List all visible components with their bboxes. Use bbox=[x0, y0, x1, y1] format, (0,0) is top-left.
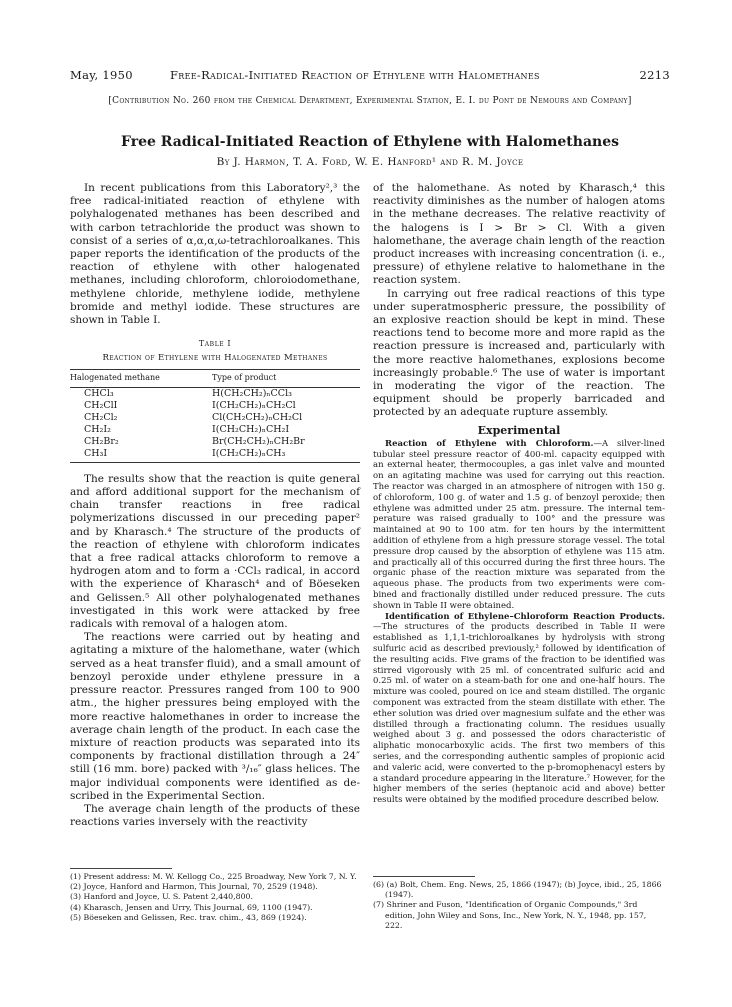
footnote: (2) Joyce, Hanford and Harmon, This Journal, 70, 2529 (1948). bbox=[70, 882, 318, 892]
table-row bbox=[70, 400, 360, 412]
table-header: Type of product bbox=[212, 369, 360, 387]
running-title: Free-Radical-Initiated Reaction of Ethylene with Halomethanes bbox=[170, 68, 540, 82]
footnote-rule bbox=[373, 876, 475, 877]
table-cell: CH₃I bbox=[70, 448, 212, 463]
table-cell: CH₂Br₂ bbox=[84, 435, 119, 447]
paragraph-body: —A silver-lined tubular steel pressure reactor of 400-ml. capacity equipped with an external heater, thermocouples, a gas inlet valve and mounted on an agitating machine was used for carrying out this reaction. The reactor was charged in an atmosphere of nitrogen with 150 g. of chloroform, 100 g. of water and 1.5 g. of benzoyl peroxide; then ethylene was admitted under 25 atm. pressure. The internal temperature was raised gradually to 100° and the pressure was maintained at 90 to 100 atm. for ten hours by the intermittent addition of ethylene from a high pressure storage vessel. The total pressure drop caused by the absorption of ethylene was 115 atm. and practically all of this occurred during the first three hours. The organic phase of the reaction mixture was separated from the aqueous phase. The products from two experiments were combined and fractionally distilled under reduced pressure. The cuts shown in Table II were obtained. bbox=[373, 438, 665, 611]
table-row bbox=[70, 412, 360, 424]
footnote: (6) (a) Bolt, Chem. Eng. News, 25, 1866 (1947); (b) Joyce, ibid., 25, 1866 (1947). bbox=[373, 880, 662, 900]
issue-date: May, 1950 bbox=[70, 68, 133, 82]
table-row bbox=[70, 448, 360, 463]
table-row bbox=[70, 424, 360, 436]
table-row bbox=[70, 387, 360, 400]
intro-paragraph: In recent publications from this Laboratory²,³ the free radical-initiated reaction of ethylene with polyhalogenated methanes has been described and with carbon tetrachloride the product was shown to consist of a series of α,α,α,ω-tetrachloroalkanes. This paper reports the identification of the products of the reaction of ethylene with other halogenated methanes, including chloroform, chloroiodomethane, methylene chloride, methylene iodide, methylene bromide and methyl iodide. These structures are shown in Table I. bbox=[70, 182, 360, 327]
table-1 bbox=[70, 369, 360, 463]
author-line: By J. Harmon, T. A. Ford, W. E. Hanford¹ and R. M. Joyce bbox=[216, 156, 524, 168]
footnote: (7) Shriner and Fuson, "Identification of Organic Compounds," 3rd edition, John Wiley and Sons, Inc., New York, N. Y., 1948, pp. 157, 222. bbox=[373, 900, 647, 930]
footnote-rule bbox=[70, 868, 172, 869]
left-column bbox=[70, 182, 360, 829]
table-cell: I(CH₂CH₂)ₙCH₂I bbox=[212, 423, 290, 435]
experimental-paragraph bbox=[373, 439, 665, 612]
contribution-note: [Contribution No. 260 from the Chemical Department, Experimental Station, E. I. du Pont de Nemours and Company] bbox=[108, 96, 632, 106]
table-header: Halogenated methane bbox=[70, 369, 212, 387]
experimental-section bbox=[373, 439, 665, 806]
page-number: 2213 bbox=[639, 68, 670, 82]
table-cell: H(CH₂CH₂)ₙCCl₃ bbox=[212, 387, 292, 399]
paragraph-body: —The structures of the products described in Table II were established as 1,1,1-trichloroalkanes by hydrolysis with strong sulfuric acid as described previously,² followed by identification of the resulting acids. Five grams of the fraction to be identified was stirred vigorously with 25 ml. of concentrated sulfuric acid and 0.25 ml. of water on a steam-bath for one and one-half hours. The mixture was cooled, poured on ice and steam distilled. The organic component was extracted from the steam distillate with ether. The ether solution was dried over magnesium sulfate and the ether was distilled through a fractionating column. The residues usually weighed about 3 g. and possessed the odors characteristic of aliphatic monocarboxylic acids. The first two members of this series, and the corresponding authentic samples of propionic acid and valeric acid, were converted to the p-bromophenacyl esters by a standard procedure appearing in the literature.⁷ However, for the higher members of the series (heptanoic acid and above) better results were obtained by the modified procedure described below. bbox=[373, 622, 665, 806]
results-paragraph: The results show that the reaction is quite general and afford additional support for the mechanism of chain transfer reactions in free radical polymerizations discussed in our preceding paper² and by Kharasch.⁴ The structure of the products of the reaction of ethylene with chloroform indicates that a free radical attacks chloroform to remove a hydrogen atom and to form a ·CCl₃ radical, in accord with the experience of Kharasch⁴ and of Böeseken and Gelissen.⁵ All other polyhalogenated methanes investigated in this work were attacked by free radicals with removal of a halogen atom. bbox=[70, 472, 360, 631]
table-title: Reaction of Ethylene with Halogenated Methanes bbox=[102, 353, 328, 364]
run-in-heading: Identification of Ethylene–Chloroform Reaction Products. bbox=[385, 611, 665, 622]
safety-paragraph: In carrying out free radical reactions of this type under superatmospheric pressure, the possibility of an explosive reaction should be kept in mind. These reactions tend to become more and more rapid as the reaction pressure is increased and, particularly with the more reactive halomethanes, explosions become increasingly probable.⁶ The use of water is important in moderating the vigor of the reaction. The equipment should be properly barricaded and protected by an adequate rupture assembly. bbox=[373, 287, 665, 419]
experimental-heading: Experimental bbox=[477, 423, 561, 437]
footnote: (5) Böeseken and Gelissen, Rec. trav. chim., 43, 869 (1924). bbox=[70, 912, 307, 922]
experimental-paragraph bbox=[373, 612, 665, 806]
article-title: Free Radical-Initiated Reaction of Ethylene with Halomethanes bbox=[121, 134, 619, 150]
footnotes-left bbox=[70, 864, 360, 923]
table-cell: CH₂Cl₂ bbox=[84, 411, 118, 423]
table-cell: Cl(CH₂CH₂)ₙCH₂Cl bbox=[212, 411, 303, 423]
footnotes-right bbox=[373, 872, 665, 931]
footnote: (1) Present address: M. W. Kellogg Co., 225 Broadway, New York 7, N. Y. bbox=[70, 872, 357, 881]
table-cell: CH₂I₂ bbox=[84, 423, 111, 435]
table-cell: I(CH₂CH₂)ₙCH₂Cl bbox=[212, 399, 296, 411]
table-row bbox=[70, 436, 360, 448]
right-column bbox=[373, 182, 665, 806]
footnote: (4) Kharasch, Jensen and Urry, This Journal, 69, 1100 (1947). bbox=[70, 902, 313, 912]
chain-length-paragraph: The average chain length of the products of these reactions varies inversely with the reactivity bbox=[70, 802, 360, 829]
table-cell: CH₂ClI bbox=[84, 399, 118, 411]
table-cell: I(CH₂CH₂)ₙCH₃ bbox=[212, 448, 360, 463]
methods-paragraph: The reactions were carried out by heating and agitating a mixture of the halomethane, water (which served as a heat transfer fluid), and a small amount of benzoyl peroxide under ethylene pressure in a pressure reactor. Pressures ranged from 100 to 900 atm., the higher pressures being employed with the more reactive halomethanes in order to increase the average chain length of the product. In each case the mixture of reaction products was separated into its components by fractional distillation through a 24″ still (16 mm. bore) packed with ³/₁₆″ glass helices. The major individual components were identified as described in the Experimental Section. bbox=[70, 631, 360, 802]
table-cell: CHCl₃ bbox=[84, 387, 114, 399]
footnote: (3) Hanford and Joyce, U. S. Patent 2,440,800. bbox=[70, 892, 253, 902]
table-caption: Table I bbox=[198, 339, 232, 349]
reactivity-paragraph: of the halomethane. As noted by Kharasch,⁴ this reactivity diminishes as the number of halogen atoms in the methane decreases. The relative reactivity of the halogens is I > Br > Cl. With a given halomethane, the average chain length of the reaction product increases with increasing concentration (i. e., pressure) of ethylene relative to halomethane in the reaction system. bbox=[373, 182, 665, 287]
run-in-heading: Reaction of Ethylene with Chloroform. bbox=[385, 438, 594, 449]
table-cell: Br(CH₂CH₂)ₙCH₂Br bbox=[212, 435, 305, 447]
